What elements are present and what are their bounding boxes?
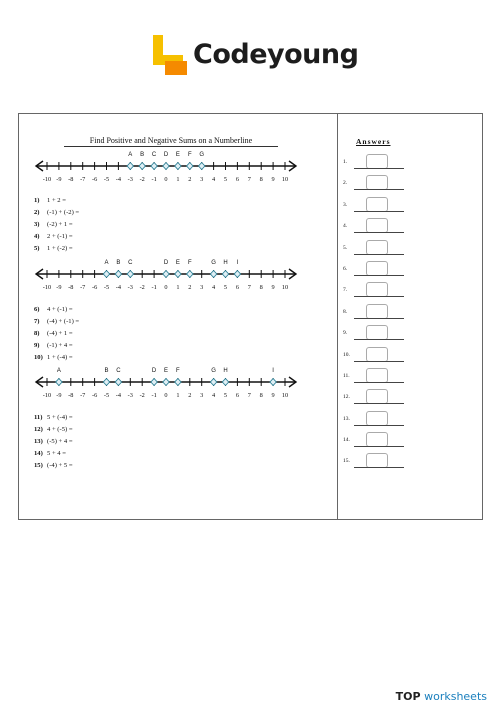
- problem-number: 13): [34, 438, 43, 445]
- tick-label: -5: [103, 284, 110, 291]
- problem-expression: 2 + (-1) =: [47, 233, 73, 240]
- point-label-e: E: [175, 152, 180, 158]
- point-label-a: A: [56, 368, 61, 374]
- point-label-a: A: [128, 152, 133, 158]
- point-label-b: B: [116, 260, 121, 266]
- answer-number: 4.: [343, 223, 348, 230]
- tick-label: 2: [188, 392, 192, 399]
- point-label-i: I: [272, 368, 274, 374]
- tick-label: -10: [42, 176, 52, 183]
- problem-number: 11): [34, 414, 43, 421]
- tick-label: 9: [271, 392, 275, 399]
- answer-line: [354, 467, 404, 468]
- point-label-c: C: [151, 152, 157, 158]
- tick-label: 0: [164, 392, 168, 399]
- tick-label: -4: [115, 284, 122, 291]
- answer-number: 12.: [343, 394, 350, 401]
- problem-item: [34, 207, 79, 219]
- point-label-g: G: [211, 368, 216, 374]
- numberline-point-e: [163, 379, 169, 386]
- answer-row: [343, 153, 413, 174]
- numberline-point-a: [127, 163, 133, 170]
- numberline-point-i: [270, 379, 276, 386]
- tick-label: 6: [235, 176, 239, 183]
- problem-expression: 1 + (-2) =: [47, 245, 73, 252]
- problem-number: 9): [34, 342, 40, 349]
- tick-label: -1: [151, 392, 157, 399]
- tick-label: -5: [103, 392, 110, 399]
- point-label-b: B: [140, 152, 145, 158]
- problem-item: [34, 424, 73, 436]
- answer-number: 13.: [343, 415, 350, 422]
- numberline-point-d: [163, 271, 169, 278]
- problem-item: [34, 448, 73, 460]
- tick-label: 4: [212, 176, 216, 183]
- answer-row: [343, 239, 413, 260]
- answer-row: [343, 281, 413, 302]
- problem-item: [34, 316, 79, 328]
- numberline-point-g: [210, 379, 216, 386]
- answer-line: [354, 382, 404, 383]
- problem-expression: (-1) + (-2) =: [47, 209, 80, 216]
- tick-label: 7: [247, 392, 251, 399]
- answer-number: 5.: [343, 244, 348, 251]
- point-label-d: D: [151, 368, 157, 374]
- answer-row: [343, 303, 413, 324]
- tick-label: 1: [176, 284, 180, 291]
- answer-line: [354, 168, 404, 169]
- answer-row: [343, 174, 413, 195]
- tick-label: -3: [127, 176, 133, 183]
- worksheet-title: Find Positive and Negative Sums on a Numberline: [64, 136, 278, 147]
- problem-number: 10): [34, 354, 43, 361]
- answer-input-6[interactable]: [366, 261, 388, 276]
- tick-label: -6: [91, 284, 98, 291]
- numberline-point-d: [163, 163, 169, 170]
- point-label-c: C: [116, 368, 121, 374]
- tick-label: 0: [164, 284, 168, 291]
- problem-number: 1): [34, 197, 40, 204]
- tick-label: 2: [188, 176, 192, 183]
- problem-number: 4): [34, 233, 40, 240]
- problem-number: 3): [34, 221, 40, 228]
- problem-item: [34, 436, 73, 448]
- tick-label: -1: [151, 284, 157, 291]
- answer-row: [343, 367, 413, 388]
- point-label-e: E: [175, 260, 180, 266]
- problem-expression: 5 + 4 =: [47, 450, 66, 457]
- point-label-i: I: [236, 260, 239, 266]
- problem-expression: 5 + (-4) =: [47, 414, 73, 421]
- problem-expression: 4 + (-5) =: [47, 426, 73, 433]
- tick-label: -10: [42, 392, 52, 399]
- answer-row: [343, 388, 413, 409]
- problem-item: [34, 243, 79, 255]
- problem-item: [34, 412, 73, 424]
- answer-input-14[interactable]: [366, 432, 388, 447]
- tick-label: 4: [212, 284, 216, 291]
- problem-item: [34, 219, 79, 231]
- numberline-point-c: [127, 271, 133, 278]
- numberline-point-f: [187, 271, 193, 278]
- answer-row: [343, 260, 413, 281]
- point-label-f: F: [176, 368, 180, 374]
- tick-label: 0: [164, 176, 168, 183]
- problem-expression: (-2) + 1 =: [47, 221, 73, 228]
- problem-item: [34, 460, 73, 472]
- answer-row: [343, 217, 413, 238]
- codeyoung-logo-icon: [153, 33, 187, 79]
- point-label-c: C: [128, 260, 133, 266]
- tick-label: -1: [151, 176, 157, 183]
- answer-line: [354, 232, 404, 233]
- problem-expression: 1 + 2 =: [47, 197, 66, 204]
- numberline-point-b: [103, 379, 109, 386]
- watermark-suffix: worksheets: [424, 690, 487, 703]
- tick-label: -2: [139, 392, 145, 399]
- numberline-point-f: [187, 163, 193, 170]
- point-label-f: F: [187, 260, 192, 266]
- numberline-1: [35, 152, 297, 186]
- tick-label: -7: [80, 284, 86, 291]
- numberline-point-g: [210, 271, 216, 278]
- point-label-h: H: [223, 260, 228, 266]
- numberline-point-i: [234, 271, 240, 278]
- answer-number: 6.: [343, 265, 348, 272]
- answer-input-11[interactable]: [366, 368, 388, 383]
- tick-label: -3: [127, 392, 133, 399]
- tick-label: 6: [235, 284, 239, 291]
- numberline-2: [35, 260, 297, 294]
- numberline-point-f: [175, 379, 181, 386]
- answer-input-5[interactable]: [366, 240, 388, 255]
- tick-label: 7: [247, 284, 251, 291]
- tick-label: -8: [68, 392, 74, 399]
- answer-row: [343, 431, 413, 452]
- tick-label: -2: [139, 176, 145, 183]
- problem-expression: (-4) + (-1) =: [47, 318, 80, 325]
- numberline-point-h: [222, 379, 228, 386]
- numberline-point-d: [151, 379, 157, 386]
- numberline-3: [35, 368, 297, 402]
- problem-item: [34, 304, 79, 316]
- answer-number: 1.: [343, 159, 348, 165]
- tick-label: -9: [56, 284, 62, 291]
- tick-label: -6: [91, 176, 98, 183]
- answer-line: [354, 296, 404, 297]
- answer-input-15[interactable]: [366, 453, 388, 468]
- tick-label: -9: [56, 392, 62, 399]
- numberline-point-e: [175, 271, 181, 278]
- answer-line: [354, 446, 404, 447]
- problem-group-1: [34, 195, 79, 255]
- numberline-point-c: [151, 163, 157, 170]
- tick-label: 10: [281, 176, 289, 183]
- problem-item: [34, 231, 79, 243]
- tick-label: 9: [271, 176, 275, 183]
- tick-label: 10: [281, 284, 289, 291]
- answers-list: [343, 153, 413, 474]
- tick-label: 1: [176, 176, 180, 183]
- answer-number: 2.: [343, 180, 348, 187]
- tick-label: 2: [188, 284, 192, 291]
- answer-line: [354, 189, 404, 190]
- problem-expression: (-5) + 4 =: [47, 438, 73, 445]
- answer-line: [354, 275, 404, 276]
- tick-label: -8: [68, 176, 74, 183]
- answer-input-12[interactable]: [366, 389, 388, 404]
- answer-line: [354, 425, 404, 426]
- answer-input-4[interactable]: [366, 218, 388, 233]
- problem-item: [34, 195, 79, 207]
- tick-label: -8: [68, 284, 74, 291]
- problem-expression: (-4) + 1 =: [47, 330, 73, 337]
- answer-line: [354, 403, 404, 404]
- answer-row: [343, 346, 413, 367]
- problem-item: [34, 328, 79, 340]
- problem-expression: (-4) + 5 =: [47, 462, 73, 469]
- point-label-h: H: [223, 368, 228, 374]
- tick-label: -5: [103, 176, 110, 183]
- tick-label: -7: [80, 176, 86, 183]
- problem-item: [34, 352, 79, 364]
- problem-number: 14): [34, 450, 43, 457]
- problem-group-3: [34, 412, 73, 472]
- point-label-d: D: [163, 260, 169, 266]
- answer-line: [354, 254, 404, 255]
- answer-line: [354, 361, 404, 362]
- answer-number: 14.: [343, 437, 350, 444]
- answer-line: [354, 339, 404, 340]
- point-label-a: A: [104, 260, 109, 266]
- problem-expression: 4 + (-1) =: [47, 306, 73, 313]
- answer-row: [343, 324, 413, 345]
- point-label-g: G: [199, 152, 205, 158]
- answer-input-1[interactable]: [366, 154, 388, 169]
- answer-line: [354, 318, 404, 319]
- tick-label: 8: [259, 176, 263, 183]
- numberline-point-b: [115, 271, 121, 278]
- answer-number: 15.: [343, 458, 350, 465]
- problem-item: [34, 340, 79, 352]
- tick-label: 8: [259, 284, 263, 291]
- answer-input-2[interactable]: [366, 175, 388, 190]
- tick-label: 1: [176, 392, 180, 399]
- answer-input-8[interactable]: [366, 304, 388, 319]
- numberline-point-b: [139, 163, 145, 170]
- answer-number: 3.: [343, 201, 348, 208]
- problem-number: 5): [34, 245, 40, 252]
- answer-number: 7.: [343, 287, 348, 294]
- answer-input-10[interactable]: [366, 347, 388, 362]
- problem-number: 6): [34, 306, 40, 313]
- numberline-point-g: [199, 163, 205, 170]
- point-label-d: D: [163, 152, 169, 158]
- problem-number: 8): [34, 330, 40, 337]
- answer-input-13[interactable]: [366, 411, 388, 426]
- tick-label: 3: [200, 284, 204, 291]
- problem-number: 2): [34, 209, 40, 216]
- tick-label: -4: [115, 392, 122, 399]
- point-label-b: B: [104, 368, 109, 374]
- point-label-e: E: [163, 368, 169, 374]
- answer-number: 10.: [343, 351, 350, 358]
- tick-label: 5: [223, 284, 228, 291]
- tick-label: -6: [91, 392, 98, 399]
- codeyoung-logo: [153, 33, 359, 83]
- numberline-point-a: [103, 271, 109, 278]
- answers-divider: [337, 113, 338, 520]
- tick-label: 4: [212, 392, 216, 399]
- answer-number: 11.: [343, 372, 350, 379]
- answer-number: 8.: [343, 308, 348, 315]
- tick-label: 5: [223, 176, 228, 183]
- tick-label: 6: [235, 392, 239, 399]
- brand-name: Codeyoung: [193, 39, 359, 70]
- answer-input-7[interactable]: [366, 282, 388, 297]
- problem-number: 15): [34, 462, 43, 469]
- tick-label: 9: [271, 284, 275, 291]
- numberline-point-h: [222, 271, 228, 278]
- numberline-point-e: [175, 163, 181, 170]
- answer-input-3[interactable]: [366, 197, 388, 212]
- numberline-point-a: [56, 379, 62, 386]
- tick-label: -3: [127, 284, 133, 291]
- answer-line: [354, 211, 404, 212]
- tick-label: 10: [281, 392, 289, 399]
- tick-label: -2: [139, 284, 145, 291]
- tick-label: 5: [223, 392, 228, 399]
- problem-expression: 1 + (-4) =: [47, 354, 73, 361]
- tick-label: 3: [200, 176, 204, 183]
- answer-row: [343, 196, 413, 217]
- problem-expression: (-1) + 4 =: [47, 342, 73, 349]
- answer-number: 9.: [343, 330, 348, 337]
- answer-row: [343, 452, 413, 473]
- tick-label: -7: [80, 392, 86, 399]
- problem-group-2: [34, 304, 79, 364]
- point-label-g: G: [211, 260, 216, 266]
- answer-input-9[interactable]: [366, 325, 388, 340]
- tick-label: -4: [115, 176, 122, 183]
- topworksheets-watermark: [396, 690, 487, 703]
- tick-label: 7: [247, 176, 251, 183]
- tick-label: 3: [200, 392, 204, 399]
- numberline-point-c: [115, 379, 121, 386]
- watermark-prefix: TOP: [395, 690, 421, 703]
- tick-label: -10: [42, 284, 52, 291]
- answers-title: Answers: [356, 137, 391, 146]
- problem-number: 12): [34, 426, 43, 433]
- answer-row: [343, 410, 413, 431]
- problem-number: 7): [34, 318, 40, 325]
- tick-label: 8: [259, 392, 263, 399]
- point-label-f: F: [187, 152, 192, 158]
- tick-label: -9: [56, 176, 62, 183]
